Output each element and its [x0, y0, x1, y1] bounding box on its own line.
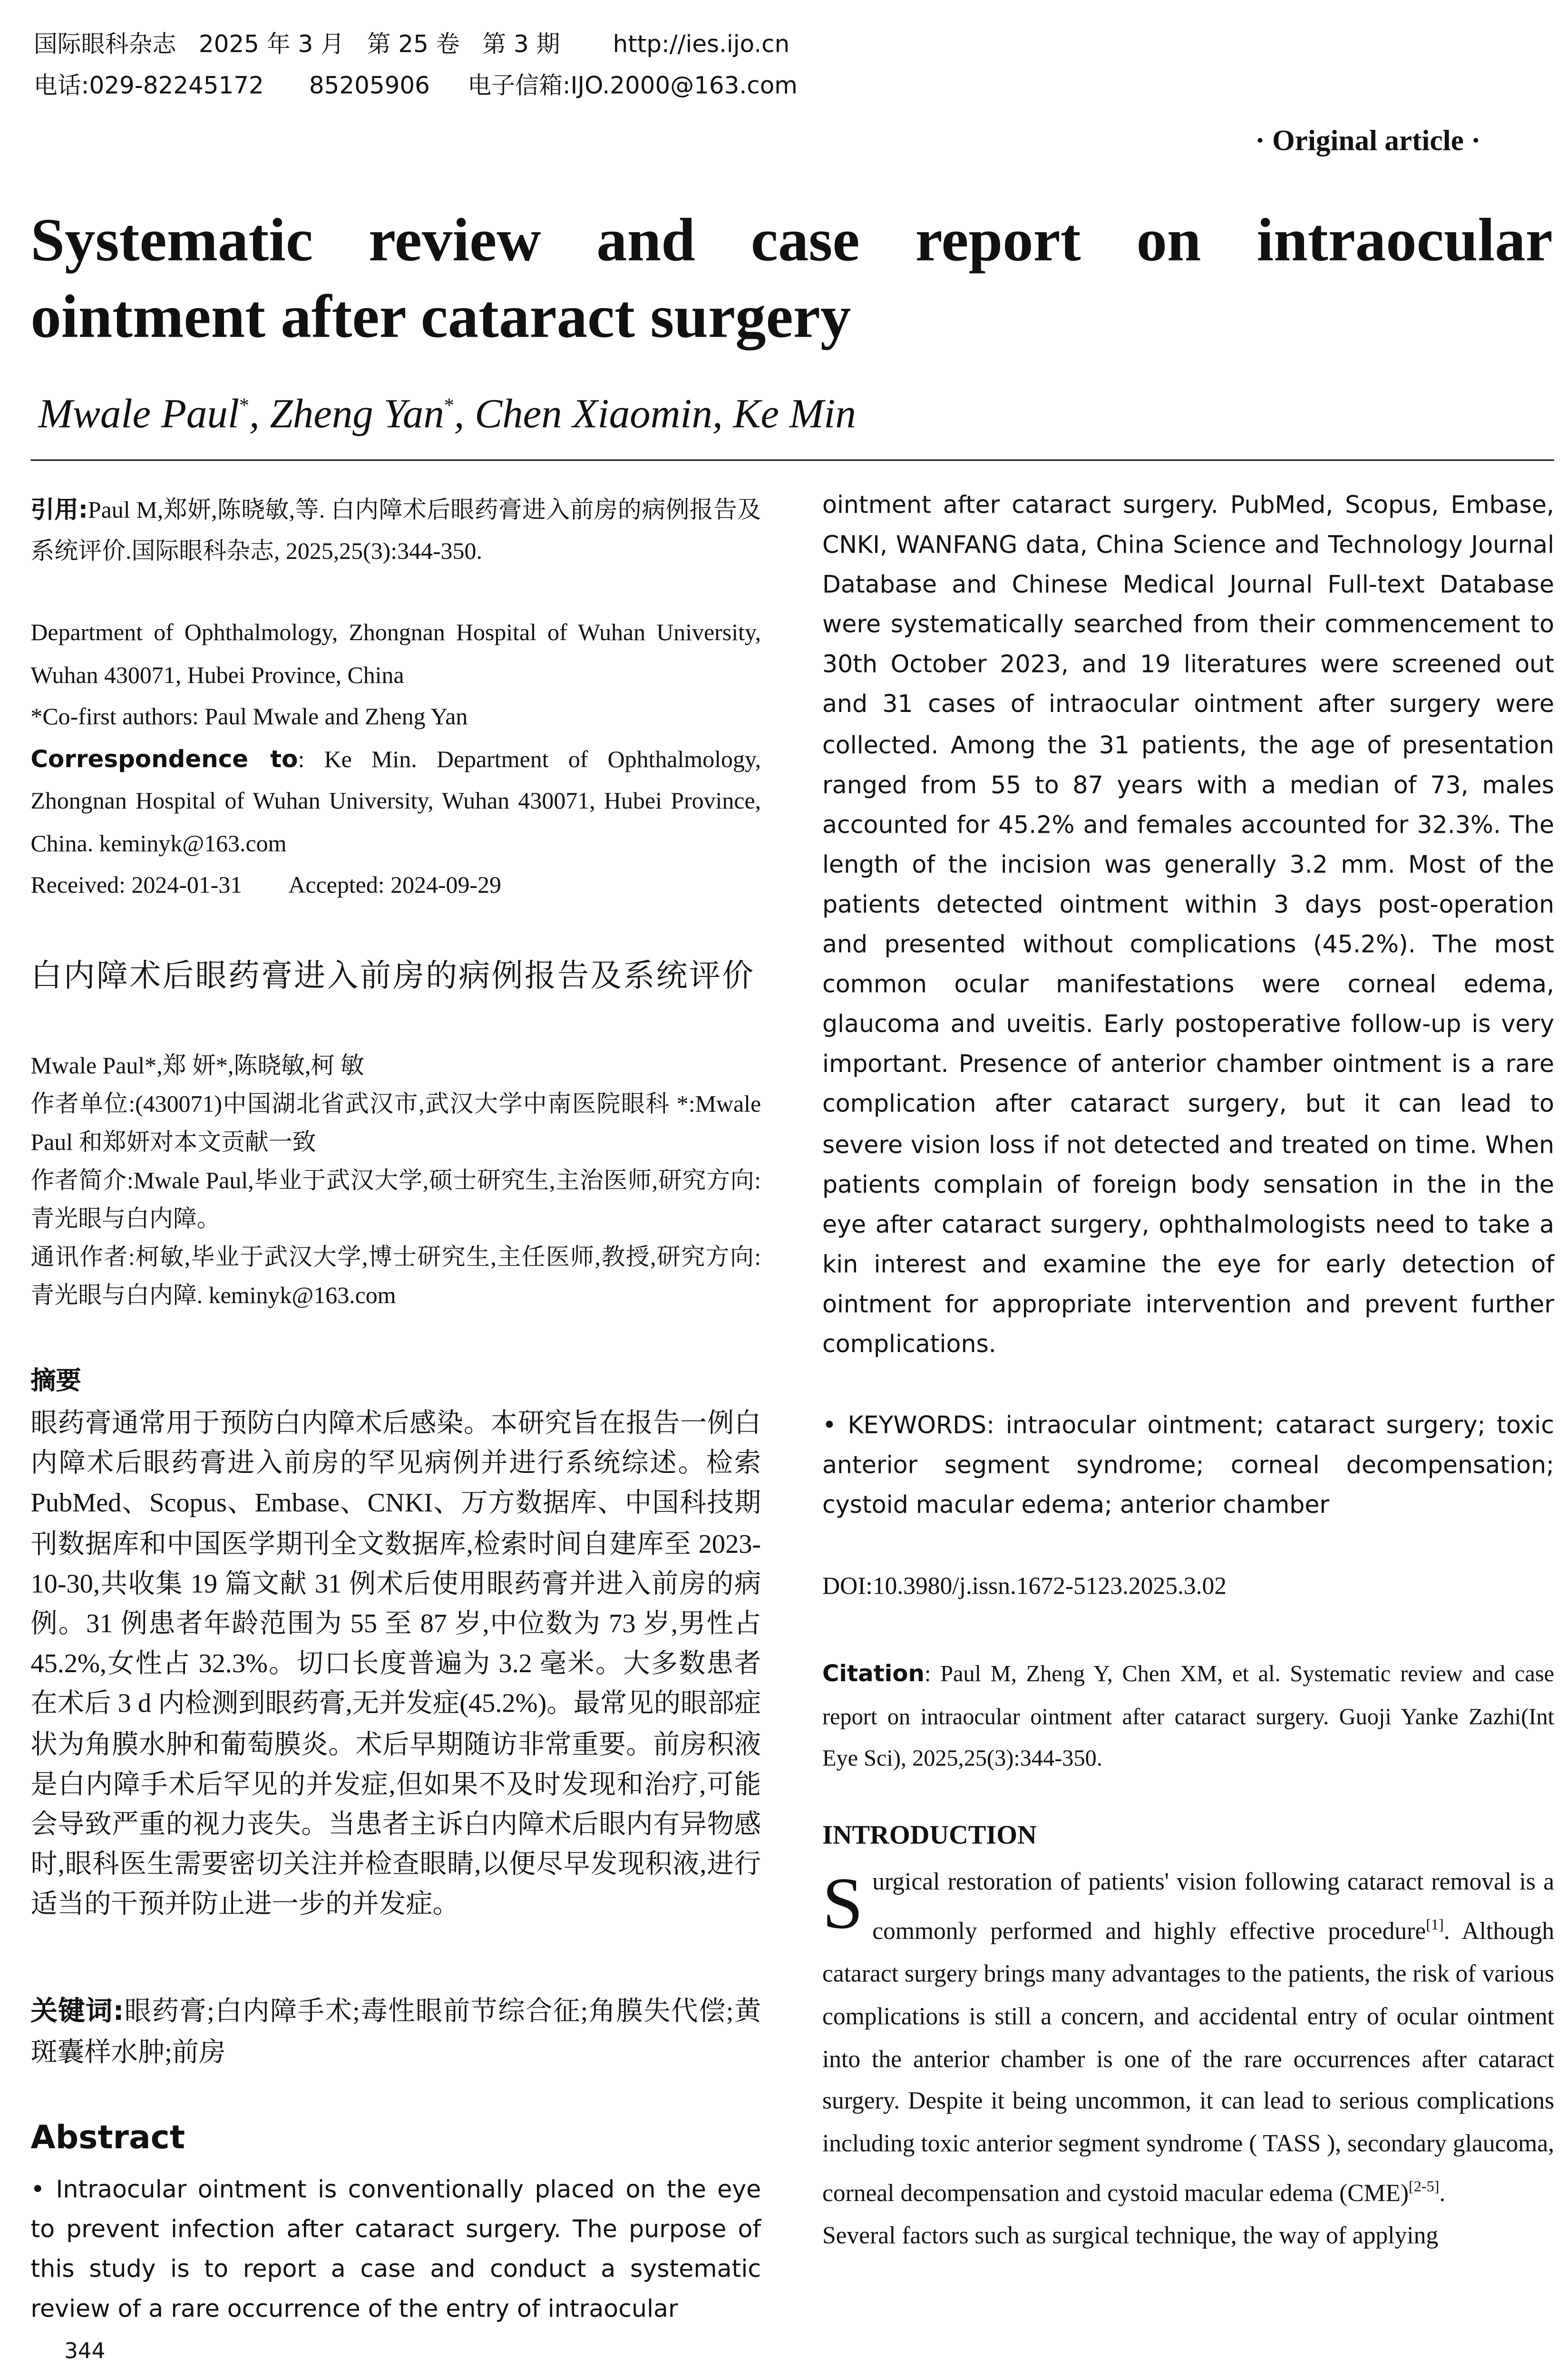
received-date: Received: 2024-01-31 [30, 873, 243, 899]
journal-header-line2: 电话:029-82245172 85205906 电子信箱:IJO.2000@163.com [33, 72, 798, 100]
chinese-abstract-heading: 摘要 [30, 1365, 81, 1395]
title-divider [30, 459, 1554, 461]
page-number: 344 [64, 2339, 106, 2365]
author-name: Zheng Yan [270, 390, 444, 437]
citation-cn [30, 490, 761, 573]
drop-cap: S [822, 1863, 863, 1945]
abstract-text-left: • Intraocular ointment is conventionally placed on the eye to prevent infection after cataract surgery. The purpose of this study is to report a case and conduct a systematic review of a rare occurrence of the entry of intraocular [30, 2174, 761, 2323]
correspondence-text: : Ke Min. Department of Ophthalmology, Zhongnan Hospital of Wuhan University, Wuhan 430071, Hubei Province, China. keminyk@163.com [30, 746, 761, 857]
abstract-text-right: ointment after cataract surgery. PubMed, Scopus, Embase, CNKI, WANFANG data, China Science and Technology Journal Database and Chinese Medical Journal Full-text Database were systematically searched from their commencement to 30th October 2023, and 19 literatures were screened out and 31 cases of intraocular ointment after surgery were collected. Among the 31 patients, the age of presentation ranged from 55 to 87 years with a median of 73, males accounted for 45.2% and females accounted for 32.3%. The length of the incision was generally 3.2 mm. Most of the patients detected ointment within 3 days post-operation and presented without complications (45.2%). The most common ocular manifestations were corneal edema, glaucoma and uveitis. Early postoperative follow-up is very important. Presence of anterior chamber ointment is a rare complication after cataract surgery, but it can lead to severe vision loss if not detected and treated on time. When patients complain of foreign body sensation in the in the eye after cataract surgery, ophthalmologists need to take a kin interest and examine the eye for early detection of ointment for appropriate intervention and prevent further complications. [822, 490, 1554, 1358]
correspondence [30, 739, 761, 866]
journal-header-line1: 国际眼科杂志 2025 年 3 月 第 25 卷 第 3 期 http://ies.ijo.cn [33, 30, 790, 58]
citation-en-label: Citation [822, 1660, 925, 1688]
author-unit: 作者单位:(430071)中国湖北省武汉市,武汉大学中南医院眼科 *:Mwale Paul 和郑妍对本文贡献一致 [30, 1091, 761, 1156]
doi: DOI:10.3980/j.issn.1672-5123.2025.3.02 [822, 1574, 1227, 1600]
chinese-author-info [30, 1047, 761, 1315]
chinese-abstract-text: 眼药膏通常用于预防白内障术后感染。本研究旨在报告一例白内障术后眼药膏进入前房的罕见病例并进行系统综述。检索 PubMed、Scopus、Embase、CNKI、万方数据库、中国科技期刊数据库和中国医学期刊全文数据库,检索时间自建库至 2023-10-30,共收集 19 篇文献 31 例术后使用眼药膏并进入前房的病例。31 例患者年龄范围为 55 至 87 岁,中位数为 73 岁,男性占 45.2%,女性占 32.3%。切口长度普遍为 3.2 毫米。大多数患者在术后 3 d 内检测到眼药膏,无并发症(45.2%)。最常见的眼部症状为角膜水肿和葡萄膜炎。术后早期随访非常重要。前房积液是白内障手术后罕见的并发症,但如果不及时发现和治疗,可能会导致严重的视力丧失。当患者主诉白内障术后眼内有异物感时,眼科医生需要密切关注并检查眼睛,以便尽早发现积液,进行适当的干预并防止进一步的并发症。 [30, 1407, 761, 1919]
cofirst-mark: * [444, 393, 454, 417]
affiliation-block [30, 613, 761, 907]
author-name: Mwale Paul [38, 390, 240, 437]
author-bio: 作者简介:Mwale Paul,毕业于武汉大学,硕士研究生,主治医师,研究方向:青光眼与白内障。 [30, 1168, 761, 1233]
article-type-label: · Original article · [1255, 126, 1481, 158]
english-keywords: • KEYWORDS: intraocular ointment; cataract surgery; toxic anterior segment syndrome; corneal decompensation; cystoid macular edema; anterior chamber [822, 1410, 1554, 1520]
chinese-keywords [30, 1991, 761, 2073]
intro-text: . Although cataract surgery brings many advantages to the patients, the risk of various complications is still a concern, and accidental entry of ocular ointment into the anterior chamber is one of the rare occurrences after cataract surgery. Despite it being uncommon, it can lead to serious complications including toxic anterior segment syndrome ( TASS ), secondary glaucoma, corneal decompensation and cystoid macular edema (CME) [822, 1919, 1554, 2207]
chinese-keywords-text: 眼药膏;白内障手术;毒性眼前节综合征;角膜失代偿;黄斑囊样水肿;前房 [30, 1995, 761, 2068]
accepted-date: Accepted: 2024-09-29 [288, 873, 501, 899]
chinese-title: 白内障术后眼药膏进入前房的病例报告及系统评价 [30, 957, 755, 994]
author-list: Mwale Paul*, Zheng Yan*, Chen Xiaomin, Ke Min [38, 390, 856, 437]
department-text: Department of Ophthalmology, Zhongnan Hospital of Wuhan University, Wuhan 430071, Hubei Province, China [30, 620, 761, 689]
abstract-heading: Abstract [30, 2119, 185, 2156]
corresponding-author-cn: 通讯作者:柯敏,毕业于武汉大学,博士研究生,主任医师,教授,研究方向:青光眼与白内障. keminyk@163.com [30, 1245, 761, 1309]
citation-en [822, 1654, 1554, 1782]
chinese-authors: Mwale Paul*,郑 妍*,陈晓敏,柯 敏 [30, 1053, 364, 1080]
reference-mark: [1] [1426, 1917, 1444, 1934]
citation-en-text: : Paul M, Zheng Y, Chen XM, et al. Systematic review and case report on intraocular ointment after cataract surgery. Guoji Yanke Zazhi(Int Eye Sci), 2025,25(3):344-350. [822, 1663, 1554, 1772]
cofirst-mark: * [239, 393, 249, 417]
article-title: Systematic review and case report on intraocular ointment after cataract surgery [30, 205, 1553, 351]
citation-cn-text: Paul M,郑妍,陈晓敏,等. 白内障术后眼药膏进入前房的病例报告及系统评价.国际眼科杂志, 2025,25(3):344-350. [30, 497, 761, 565]
introduction-text [822, 1862, 1554, 2258]
introduction-heading: INTRODUCTION [822, 1819, 1037, 1850]
chinese-keywords-label: 关键词: [30, 1997, 124, 2027]
author-name: Chen Xiaomin, Ke Min [475, 390, 856, 437]
intro-text: Several factors such as surgical technique, the way of applying [822, 2223, 1439, 2250]
dates-line [30, 865, 761, 907]
intro-text: urgical restoration of patients' vision following cataract removal is a commonly performed and highly effective procedure [872, 1870, 1554, 1945]
correspondence-label: Correspondence to [30, 745, 298, 773]
intro-text: . [1439, 2181, 1446, 2207]
citation-cn-label: 引用: [30, 496, 88, 524]
cofirst-note: *Co-first authors: Paul Mwale and Zheng Yan [30, 704, 468, 731]
reference-mark: [2-5] [1409, 2179, 1440, 2196]
